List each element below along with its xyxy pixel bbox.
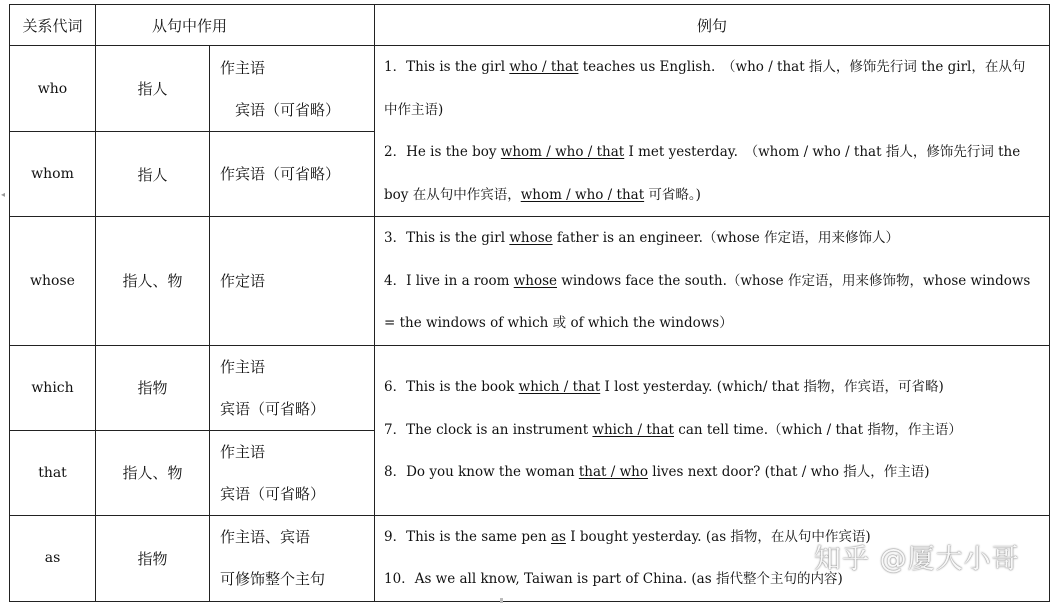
- examples-cell: [375, 46, 1050, 217]
- role-line: 作主语、宾语: [220, 528, 311, 546]
- relative-pronoun-underlined: who / that: [509, 59, 579, 75]
- role-line: 作定语: [220, 271, 266, 290]
- relative-pronoun-underlined: as: [550, 528, 566, 545]
- pronoun-cell: which: [10, 345, 96, 430]
- pronoun-cell: whose: [10, 217, 96, 346]
- sentence-text: windows face the south.（whose 作定语，用来修饰物，whose windows: [557, 272, 1031, 289]
- header-function: 从句中作用: [96, 5, 375, 46]
- example-sentence-line: [384, 217, 1045, 260]
- example-sentence-line: [384, 131, 1045, 174]
- sentence-text: teaches us English. （who / that 指人，修饰先行词 the girl，在从句: [578, 59, 1026, 75]
- sentence-text: can tell time.（which / that 指物，作主语）: [673, 421, 962, 438]
- sentence-text: 1．This is the girl: [384, 59, 510, 75]
- sentence-text: I met yesterday. （whom / who / that 指人，修饰先行词 the: [624, 144, 1021, 160]
- relative-pronoun-underlined: whom / who / that: [500, 144, 625, 160]
- sentence-text: 8．Do you know the woman: [384, 464, 579, 481]
- relative-pronoun-underlined: whose: [513, 272, 558, 289]
- margin-arrow-icon: ◂: [1, 190, 6, 199]
- pronoun-cell: whom: [10, 132, 96, 217]
- examples-cell: [375, 345, 1050, 515]
- example-sentence-line: [384, 302, 1045, 345]
- example-sentence-line: [384, 260, 1045, 303]
- relative-pronoun-table: [9, 4, 1050, 602]
- role-line: 宾语（可省略）: [220, 484, 326, 503]
- relative-pronoun-underlined: whom / who / that: [520, 186, 645, 203]
- role-line: 宾语（可省略）: [220, 399, 326, 418]
- example-lines: [384, 366, 1045, 494]
- sentence-text: boy 在从句中作宾语，: [384, 186, 521, 203]
- header-pronoun: 关系代词: [10, 5, 96, 46]
- refers-cell: 指物: [96, 345, 210, 430]
- sentence-text: 3．This is the girl: [384, 230, 510, 246]
- sentence-text: 10．As we all know, Taiwan is part of China. (as 指代整个主句的内容): [384, 571, 843, 587]
- relative-pronoun-underlined: that / who: [578, 464, 648, 481]
- role-line: 可修饰整个主句: [220, 570, 326, 588]
- relative-pronoun-underlined: which / that: [518, 379, 601, 396]
- role-cell: [210, 515, 375, 601]
- role-cell: [210, 132, 375, 217]
- relative-pronoun-underlined: whose: [509, 230, 553, 246]
- sentence-text: 7．The clock is an instrument: [384, 421, 593, 438]
- pronoun-cell: as: [10, 515, 96, 601]
- sentence-text: lives next door? (that / who 指人，作主语): [647, 464, 930, 481]
- sentence-text: I lost yesterday. (which/ that 指物，作宾语，可省略): [600, 379, 944, 396]
- examples-cell: [375, 217, 1050, 346]
- refers-cell: 指人、物: [96, 430, 210, 515]
- example-lines: [384, 131, 1045, 216]
- example-lines: [384, 46, 1045, 131]
- sentence-text: 4．I live in a room: [384, 272, 514, 289]
- role-line: 作主语: [220, 442, 266, 461]
- pronoun-cell: that: [10, 430, 96, 515]
- role-cell: [210, 217, 375, 346]
- pronoun-cell: who: [10, 46, 96, 132]
- sentence-text: 可省略。): [644, 186, 701, 203]
- table-row: [10, 217, 1050, 346]
- sentence-text: I bought yesterday. (as 指物，在从句中作宾语): [565, 528, 871, 545]
- role-line: 宾语（可省略）: [235, 100, 341, 119]
- refers-cell: 指物: [96, 515, 210, 601]
- sentence-text: 2．He is the boy: [384, 144, 501, 160]
- example-sentence-line: [384, 89, 1045, 132]
- role-line: 作宾语（可省略）: [220, 165, 341, 183]
- example-lines: [384, 217, 1045, 345]
- role-line: 作主语: [220, 58, 266, 77]
- refers-cell: 指人、物: [96, 217, 210, 346]
- refers-cell: 指人: [96, 46, 210, 132]
- example-sentence-line: [384, 366, 1045, 409]
- sentence-text: = the windows of which 或 of which the windows）: [384, 315, 733, 331]
- role-line: 作主语: [220, 357, 266, 376]
- role-cell: [210, 430, 375, 515]
- watermark: 知乎 @厦大小哥: [814, 544, 1020, 575]
- header-examples: 例句: [375, 5, 1050, 46]
- example-sentence-line: [384, 409, 1045, 452]
- table-row: [10, 345, 1050, 430]
- refers-cell: 指人: [96, 132, 210, 217]
- table-row: [10, 46, 1050, 132]
- sentence-text: father is an engineer.（whose 作定语，用来修饰人）: [552, 230, 900, 246]
- role-cell: [210, 46, 375, 132]
- sentence-text: 6．This is the book: [384, 379, 519, 396]
- example-sentence-line: [384, 451, 1045, 494]
- sentence-text: 中作主语): [384, 101, 444, 118]
- relative-pronoun-underlined: which / that: [592, 421, 674, 438]
- example-sentence-line: [384, 174, 1045, 217]
- role-cell: [210, 345, 375, 430]
- example-sentence-line: [384, 46, 1045, 89]
- table-header-row: [10, 5, 1050, 46]
- sentence-text: 9．This is the same pen: [384, 528, 551, 545]
- page-edge-marker: [500, 598, 503, 603]
